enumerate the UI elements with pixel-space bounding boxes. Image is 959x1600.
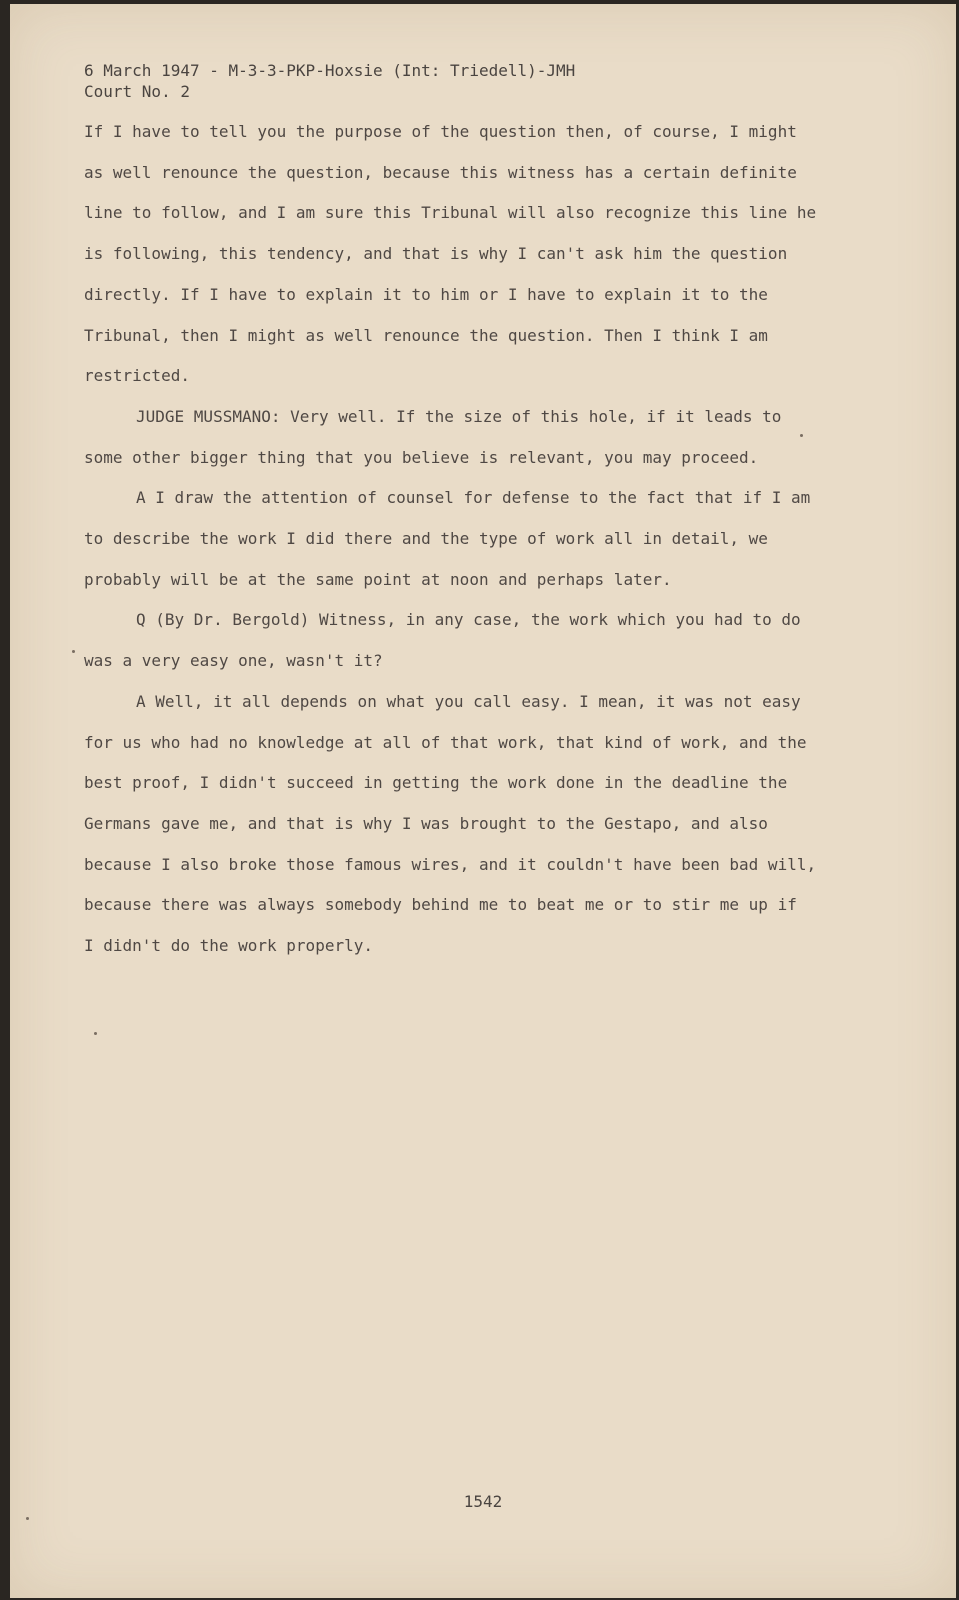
transcript-body (84, 112, 884, 967)
header-line-date-reference: 6 March 1947 - M-3-3-PKP-Hoxsie (Int: Triedell)-JMH (84, 61, 576, 80)
paragraph-witness-answer-1: A I draw the attention of counsel for defense to the fact that if I am to describe the work I did there and the type of work all in detail, we probably will be at the same point at noon and perhaps later. (84, 488, 811, 589)
paper-speck (72, 650, 75, 653)
document-page (10, 4, 956, 1598)
paragraph-witness-answer-2: A Well, it all depends on what you call easy. I mean, it was not easy for us who had no knowledge at all of that work, that kind of work, and the best proof, I didn't succeed in getting the work done in the deadline the Germans gave me, and that is why I was brought to the Gestapo, and also because I also broke those famous wires, and it couldn't have been bad will, because there was always somebody behind me to beat me or to stir me up if I didn't do the work properly. (84, 691, 817, 956)
paper-speck (94, 1032, 97, 1035)
page-header (84, 60, 575, 102)
paper-speck (26, 1517, 29, 1520)
paragraph-judge-ruling: JUDGE MUSSMANO: Very well. If the size of this hole, if it leads to some other bigger thing that you believe is relevant, you may proceed. (84, 406, 782, 467)
paragraph-question: Q (By Dr. Bergold) Witness, in any case, the work which you had to do was a very easy one, wasn't it? (84, 610, 801, 671)
page-number: 1542 (463, 1492, 503, 1511)
header-line-court: Court No. 2 (84, 82, 190, 101)
paragraph-counsel-statement: If I have to tell you the purpose of the question then, of course, I might as well renounce the question, because this witness has a certain definite line to follow, and I am sure this Tribunal will also recognize this line he is following, this tendency, and that is why I can't ask him the question directly. If I have to explain it to him or I have to explain it to the Tribunal, then I might as well renounce the question. Then I think I am restricted. (84, 122, 817, 386)
paper-speck (800, 434, 803, 437)
